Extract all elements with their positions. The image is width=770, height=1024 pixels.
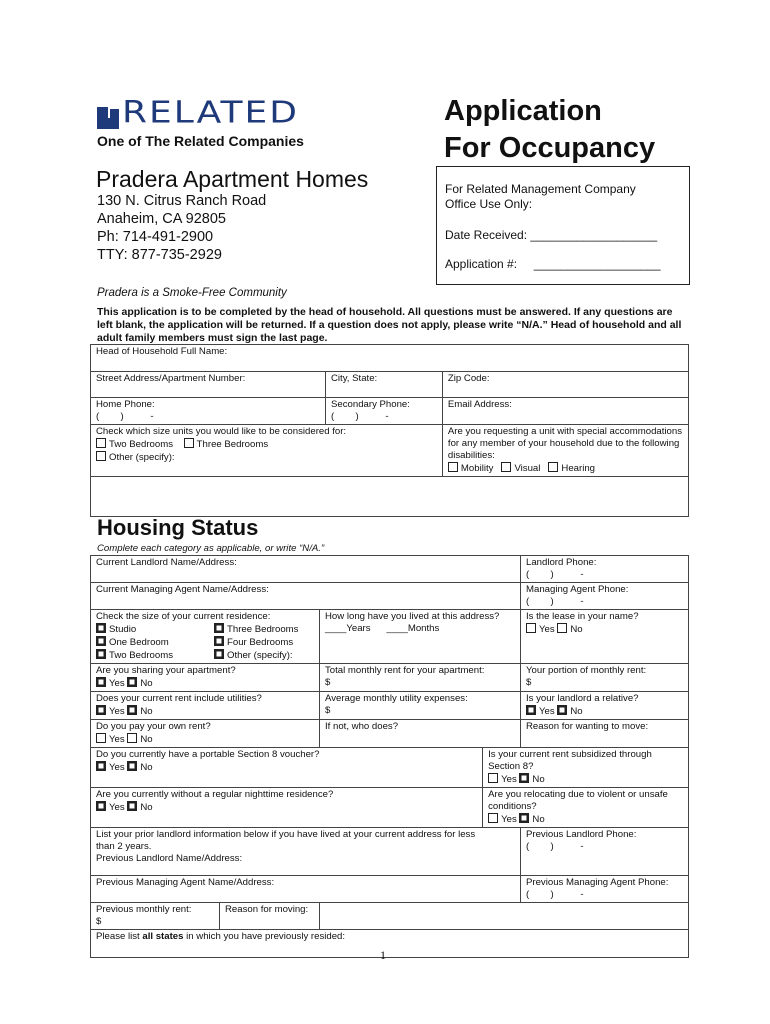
page-number: 1: [380, 948, 386, 962]
who-pays-field[interactable]: If not, who does?: [320, 720, 521, 748]
housing-status-subheading: Complete each category as applicable, or write “N/A.”: [97, 543, 325, 554]
prev-agent-field[interactable]: Previous Managing Agent Name/Address:: [91, 876, 521, 903]
checkbox-relative-no[interactable]: [557, 705, 567, 715]
how-long-field[interactable]: How long have you lived at this address? ____Years ____Months: [320, 610, 521, 664]
agent-phone-field[interactable]: Managing Agent Phone: ( ) -: [521, 583, 689, 610]
checkbox-relocating-yes[interactable]: [488, 813, 498, 823]
landlord-phone-field[interactable]: Landlord Phone: ( ) -: [521, 556, 689, 583]
previous-states-field[interactable]: Please list all states in which you have previously resided:: [91, 930, 689, 958]
property-street: 130 N. Citrus Ranch Road: [97, 193, 267, 209]
checkbox-two-bedrooms[interactable]: [96, 438, 106, 448]
landlord-name-field[interactable]: Current Landlord Name/Address:: [91, 556, 521, 583]
checkbox-mobility[interactable]: [448, 462, 458, 472]
email-field[interactable]: Email Address:: [442, 398, 688, 425]
checkbox-subsidized-no[interactable]: [519, 773, 529, 783]
related-logo-icon: [97, 107, 119, 129]
page-title: Application For Occupancy: [444, 95, 656, 164]
prev-rent-field[interactable]: Previous monthly rent: $ Reason for moving:: [91, 903, 320, 930]
checkbox-voucher-yes[interactable]: [96, 761, 106, 771]
managing-agent-field[interactable]: Current Managing Agent Name/Address:: [91, 583, 521, 610]
checkbox-four-bedrooms[interactable]: [214, 636, 224, 646]
checkbox-voucher-no[interactable]: [127, 761, 137, 771]
checkbox-utilities-yes[interactable]: [96, 705, 106, 715]
office-use-box: For Related Management Company Office Use Only: Date Received: ___________________ Application #: ___________________: [436, 166, 690, 285]
lease-question: Is the lease in your name? Yes No: [521, 610, 689, 664]
notes-field[interactable]: [91, 477, 689, 517]
property-tty: TTY: 877-735-2929: [97, 247, 222, 263]
housing-status-heading: Housing Status: [97, 515, 259, 540]
housing-table: [90, 555, 689, 958]
pay-own-rent-question: Do you pay your own rent? Yes No: [91, 720, 320, 748]
checkbox-other[interactable]: [96, 451, 106, 461]
relative-question: Is your landlord a relative? Yes No: [521, 692, 689, 720]
checkbox-hearing[interactable]: [548, 462, 558, 472]
subsidized-question: Is your current rent subsidized through Section 8? Yes No: [483, 748, 689, 788]
prev-landlord-phone-field[interactable]: Previous Landlord Phone: ( ) -: [521, 828, 689, 876]
reason-moving-field[interactable]: Reason for moving:: [225, 904, 309, 915]
brand-tagline: One of The Related Companies: [97, 133, 304, 149]
application-number-field[interactable]: Application #: ___________________: [445, 257, 661, 271]
checkbox-visual[interactable]: [501, 462, 511, 472]
checkbox-lease-yes[interactable]: [526, 623, 536, 633]
checkbox-utilities-no[interactable]: [127, 705, 137, 715]
checkbox-three-bedrooms-res[interactable]: [214, 623, 224, 633]
checkbox-sharing-no[interactable]: [127, 677, 137, 687]
zip-code-field[interactable]: Zip Code:: [442, 372, 688, 398]
household-table: [90, 344, 689, 517]
voucher-question: Do you currently have a portable Section 8 voucher? Yes No: [91, 748, 483, 788]
accommodations-question: Are you requesting a unit with special accommodations for any member of your household due to the following disabilities: Mobility Visual Hearing: [442, 425, 688, 477]
checkbox-subsidized-yes[interactable]: [488, 773, 498, 783]
checkbox-nighttime-no[interactable]: [127, 801, 137, 811]
property-phone: Ph: 714-491-2900: [97, 229, 214, 245]
home-phone-field[interactable]: Home Phone: ( ) -: [91, 398, 326, 425]
secondary-phone-field[interactable]: Secondary Phone: ( ) -: [326, 398, 443, 425]
checkbox-studio[interactable]: [96, 623, 106, 633]
sharing-question: Are you sharing your apartment? Yes No: [91, 664, 320, 692]
checkbox-two-bedrooms-res[interactable]: [96, 649, 106, 659]
street-address-field[interactable]: Street Address/Apartment Number:: [91, 372, 326, 398]
checkbox-lease-no[interactable]: [557, 623, 567, 633]
prev-agent-phone-field[interactable]: Previous Managing Agent Phone: ( ) -: [521, 876, 689, 903]
reason-move-field[interactable]: Reason for wanting to move:: [521, 720, 689, 748]
avg-utility-field[interactable]: Average monthly utility expenses: $: [320, 692, 521, 720]
property-name: Pradera Apartment Homes: [96, 166, 369, 192]
nighttime-question: Are you currently without a regular nighttime residence? Yes No: [91, 788, 483, 828]
checkbox-sharing-yes[interactable]: [96, 677, 106, 687]
checkbox-nighttime-yes[interactable]: [96, 801, 106, 811]
date-received-field[interactable]: Date Received: ___________________: [445, 228, 658, 242]
prior-landlord-field[interactable]: List your prior landlord information below if you have lived at your current address for less than 2 years. Previous Landlord Name/Address:: [91, 828, 521, 876]
city-state-field[interactable]: City, State:: [326, 372, 443, 398]
instructions: This application is to be completed by the head of household. All questions must be answered. If any questions are left blank, the application will be returned. If a question does not apply, please write “N/A.” Head of household and all adult family members must sign the last page.: [97, 306, 682, 344]
checkbox-relocating-no[interactable]: [519, 813, 529, 823]
property-city: Anaheim, CA 92805: [97, 211, 226, 227]
utilities-question: Does your current rent include utilities? Yes No: [91, 692, 320, 720]
checkbox-pay-own-yes[interactable]: [96, 733, 106, 743]
brand-name: RELATED: [122, 95, 299, 131]
relocating-question: Are you relocating due to violent or unsafe conditions? Yes No: [483, 788, 689, 828]
total-rent-field[interactable]: Total monthly rent for your apartment: $: [320, 664, 521, 692]
checkbox-three-bedrooms[interactable]: [184, 438, 194, 448]
checkbox-relative-yes[interactable]: [526, 705, 536, 715]
checkbox-pay-own-no[interactable]: [127, 733, 137, 743]
portion-rent-field[interactable]: Your portion of monthly rent: $: [521, 664, 689, 692]
residence-size-question: Check the size of your current residence: Studio Three Bedrooms One Bedroom Four Bedrooms Two Bedrooms Other (specify):: [91, 610, 320, 664]
head-of-household-field[interactable]: Head of Household Full Name:: [91, 345, 689, 372]
unit-size-question: Check which size units you would like to be considered for: Two Bedrooms Three Bedrooms Other (specify):: [91, 425, 443, 477]
checkbox-one-bedroom[interactable]: [96, 636, 106, 646]
checkbox-other-res[interactable]: [214, 649, 224, 659]
smoke-free-note: Pradera is a Smoke-Free Community: [97, 287, 287, 299]
